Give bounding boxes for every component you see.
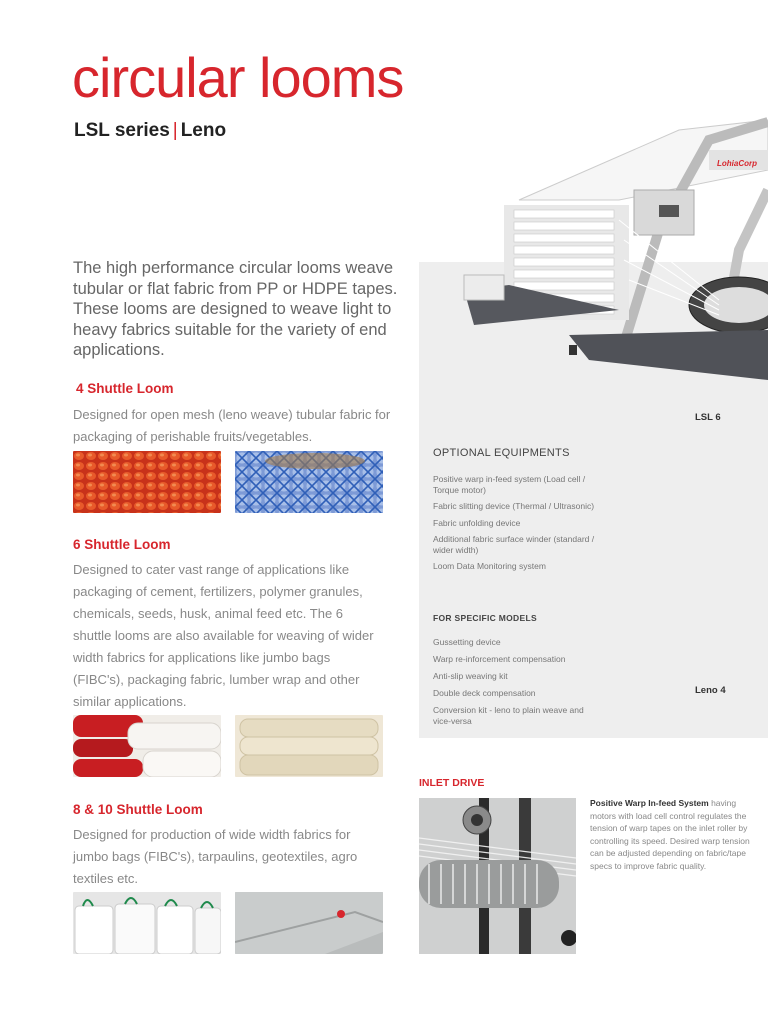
section-body-8-10-shuttle: Designed for production of wide width fabrics for jumbo bags (FIBC's), tarpaulins, geotextiles, agro textiles etc. <box>73 827 358 886</box>
list-item: Loom Data Monitoring system <box>433 561 546 571</box>
list-item: Fabric slitting device (Thermal / Ultrasonic) <box>433 501 595 511</box>
section-body-6-shuttle: Designed to cater vast range of applications like packaging of cement, fertilizers, polymer granules, chemicals, seeds, husk, animal feed etc. The 6 shuttle looms are also available for weaving of wider width fabrics for applications like jumbo bags (FIBC's), packaging fabric, lumber wrap and other similar applications. <box>73 562 374 709</box>
series-name: LSL series <box>74 120 170 141</box>
inlet-drive-text: having motors with load cell control regulates the tension of warp tapes on the inlet roller by controlling its speed. Desired warp tension can be adjusted depending on fabric/tape specs to improve fabric quality. <box>590 798 750 871</box>
woven-sacks-photo <box>235 715 383 777</box>
subtitle-separator: | <box>172 120 178 141</box>
tarpaulin-photo <box>235 892 383 954</box>
intro-paragraph: The high performance circular looms weave tubular or flat fabric from PP or HDPE tapes. These looms are designed to weave light to heavy fabrics suitable for the variety of end applications. <box>73 259 398 359</box>
series-variant: Leno <box>180 120 227 141</box>
list-item: Anti-slip weaving kit <box>433 671 508 681</box>
list-item: Fabric unfolding device <box>433 517 521 528</box>
machine-label-lsl6: LSL 6 <box>695 412 721 423</box>
inlet-drive-description <box>590 797 750 872</box>
list-item: Double deck compensation <box>433 688 536 698</box>
blue-mesh-bag-photo <box>235 451 383 513</box>
machine-brand: LohiaCorp <box>717 159 757 168</box>
optional-equipments-list <box>433 474 603 578</box>
inlet-drive-bold: Positive Warp In-feed System <box>590 798 709 808</box>
page-title: circular looms <box>72 46 404 109</box>
inlet-drive-photo <box>419 798 576 954</box>
list-item: Conversion kit - leno to plain weave and vice-versa <box>433 705 584 726</box>
list-item: Gussetting device <box>433 637 501 647</box>
list-item: Additional fabric surface winder (standard / wider width) <box>433 534 595 555</box>
section-body-4-shuttle: Designed for open mesh (leno weave) tubular fabric for packaging of perishable fruits/vegetables. <box>73 407 391 444</box>
specific-models-title: FOR SPECIFIC MODELS <box>433 613 537 623</box>
jumbo-bags-photo <box>73 892 221 954</box>
loom-machine-image <box>419 110 768 400</box>
section-heading-4-shuttle: 4 Shuttle Loom <box>76 381 174 396</box>
red-mesh-bag-photo <box>73 451 221 513</box>
machine-label-leno4: Leno 4 <box>695 685 726 696</box>
section-heading-6-shuttle: 6 Shuttle Loom <box>73 537 171 552</box>
specific-models-list <box>433 637 603 733</box>
optional-equipments-title: OPTIONAL EQUIPMENTS <box>433 447 570 459</box>
section-heading-8-10-shuttle: 8 & 10 Shuttle Loom <box>73 802 203 817</box>
inlet-drive-heading: INLET DRIVE <box>419 777 485 789</box>
white-red-sacks-photo <box>73 715 221 777</box>
list-item: Positive warp in-feed system (Load cell / Torque motor) <box>433 474 586 495</box>
page-subtitle <box>74 120 226 142</box>
list-item: Warp re-inforcement compensation <box>433 654 566 664</box>
